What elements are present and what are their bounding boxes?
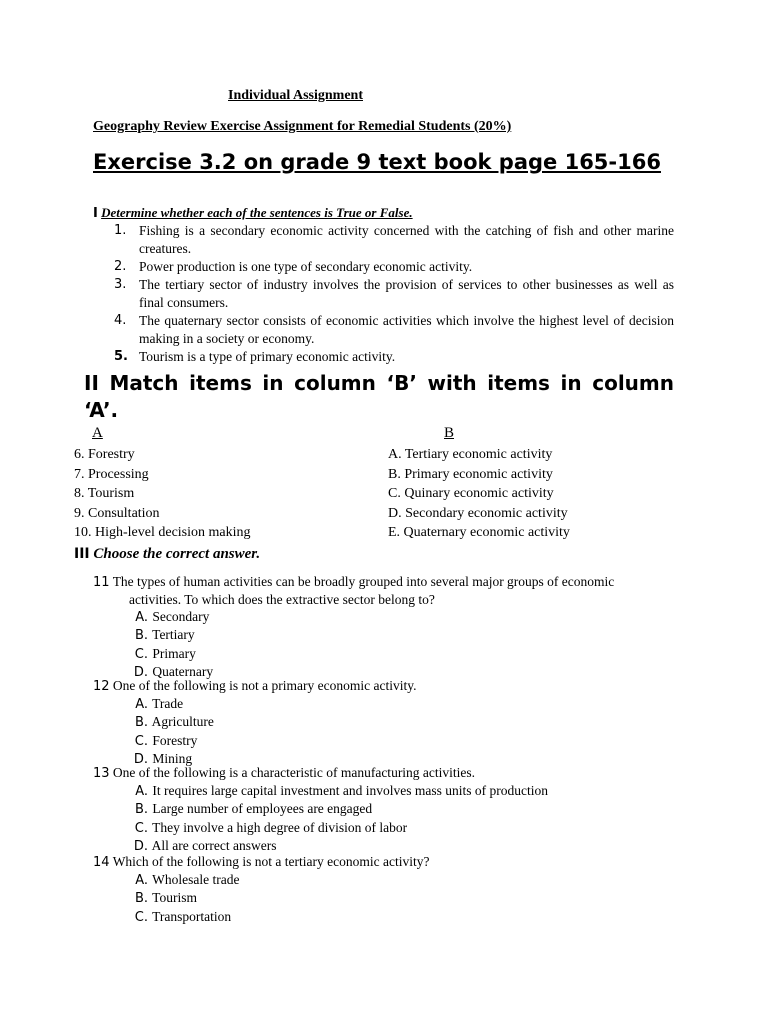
question-text: Which of the following is not a tertiary economic activity? [112, 854, 430, 869]
option-text: Tertiary [152, 627, 195, 643]
answer-option [93, 645, 674, 663]
list-item [114, 222, 674, 258]
option-text: Agriculture [151, 714, 214, 730]
option-letter: B. [134, 802, 148, 818]
section-1-number: I [93, 206, 98, 221]
column-b-item: D. Secondary economic activity [388, 505, 568, 521]
column-a-item: 9. Consultation [74, 505, 160, 521]
column-a-item: 6. Forestry [74, 447, 135, 462]
column-b-item: C. Quinary economic activity [388, 486, 554, 501]
option-text: Tourism [152, 890, 197, 906]
question-text: The types of human activities can be broadly grouped into several major groups of economic [112, 574, 615, 589]
answer-option [93, 908, 674, 926]
list-item [114, 348, 674, 366]
question-text: One of the following is a characteristic of manufacturing activities. [112, 765, 476, 780]
item-text: Tourism is a type of primary economic activity. [139, 349, 396, 364]
answer-option [93, 871, 674, 889]
column-b-header: B [444, 425, 455, 441]
column-b [388, 445, 570, 543]
option-text: Wholesale trade [152, 872, 240, 887]
option-letter: B. [134, 715, 148, 731]
column-b-item: A. Tertiary economic activity [388, 447, 553, 462]
item-number: 3. [114, 277, 127, 292]
document-title: Individual Assignment [228, 88, 363, 103]
section-3-heading [74, 546, 260, 563]
item-number: 5. [114, 349, 128, 364]
section-2-heading: II Match items in column ‘B’ with items in column ‘A’. [84, 371, 674, 422]
answer-option [93, 713, 674, 731]
item-text: Power production is one type of secondary economic activity. [139, 259, 473, 274]
true-false-list [114, 222, 674, 366]
question-number: 14 [93, 855, 110, 870]
item-text: The quaternary sector consists of economic activities which involve the highest level of decision making in a society or economy. [139, 313, 674, 346]
section-3-number: III [74, 546, 90, 562]
question-number: 13 [93, 766, 110, 781]
column-a-header: A [92, 425, 103, 441]
list-item [114, 258, 674, 276]
option-letter: C. [134, 646, 148, 662]
list-item [114, 276, 674, 312]
option-text: Secondary [152, 609, 210, 624]
answer-option [93, 889, 674, 907]
item-number: 1. [114, 223, 127, 238]
list-item [114, 312, 674, 348]
question-text-continued: activities. To which does the extractive sector belong to? [129, 592, 435, 607]
option-letter: A. [135, 873, 148, 888]
question-text: One of the following is not a primary economic activity. [112, 678, 417, 693]
option-text: Large number of employees are engaged [152, 801, 373, 817]
option-letter: A. [135, 610, 148, 625]
option-letter: D. [133, 665, 148, 681]
column-a-item: 8. Tourism [74, 486, 135, 501]
option-letter: D. [133, 752, 148, 768]
answer-option [93, 732, 674, 750]
option-text: All are correct answers [151, 838, 277, 854]
column-a [74, 445, 251, 543]
column-b-item: B. Primary economic activity [388, 466, 553, 482]
document-subtitle: Geography Review Exercise Assignment for Remedial Students (20%) [93, 119, 512, 134]
option-text: Primary [152, 645, 196, 661]
answer-option [93, 608, 674, 626]
section-1-heading [93, 205, 413, 221]
option-letter: D. [133, 839, 148, 855]
answer-option [93, 819, 674, 837]
column-a-item: 7. Processing [74, 466, 149, 482]
item-text: The tertiary sector of industry involves the provision of services to other businesses as well as final consumers. [139, 277, 674, 310]
question-13 [93, 764, 674, 856]
question-14 [93, 853, 674, 926]
exercise-heading: Exercise 3.2 on grade 9 text book page 165-166 [93, 150, 661, 174]
option-letter: A. [135, 784, 148, 799]
option-text: Quaternary [152, 664, 214, 680]
question-number: 12 [93, 679, 110, 694]
answer-option [93, 782, 674, 800]
question-11 [93, 573, 674, 682]
option-letter: B. [134, 628, 148, 644]
option-text: It requires large capital investment and involves mass units of production [152, 783, 549, 798]
question-12 [93, 677, 674, 769]
item-number: 2. [114, 259, 127, 274]
option-letter: C. [134, 733, 148, 749]
option-text: Forestry [152, 732, 198, 748]
option-text: They involve a high degree of division of labor [152, 819, 408, 835]
item-text: Fishing is a secondary economic activity concerned with the catching of fish and other marine creatures. [139, 223, 674, 256]
column-a-item: 10. High-level decision making [74, 525, 251, 540]
option-letter: C. [134, 820, 148, 836]
section-3-instruction: Choose the correct answer. [93, 546, 261, 562]
option-letter: A. [135, 697, 148, 712]
option-letter: B. [134, 891, 148, 907]
answer-option [93, 800, 674, 818]
option-text: Mining [152, 751, 193, 767]
question-number: 11 [93, 575, 110, 590]
answer-option [93, 695, 674, 713]
answer-option [93, 626, 674, 644]
option-text: Trade [152, 696, 184, 711]
option-text: Transportation [152, 908, 232, 924]
column-b-item: E. Quaternary economic activity [388, 525, 570, 540]
option-letter: C. [134, 909, 148, 925]
item-number: 4. [114, 313, 127, 328]
section-1-instruction: Determine whether each of the sentences is True or False. [101, 205, 413, 220]
